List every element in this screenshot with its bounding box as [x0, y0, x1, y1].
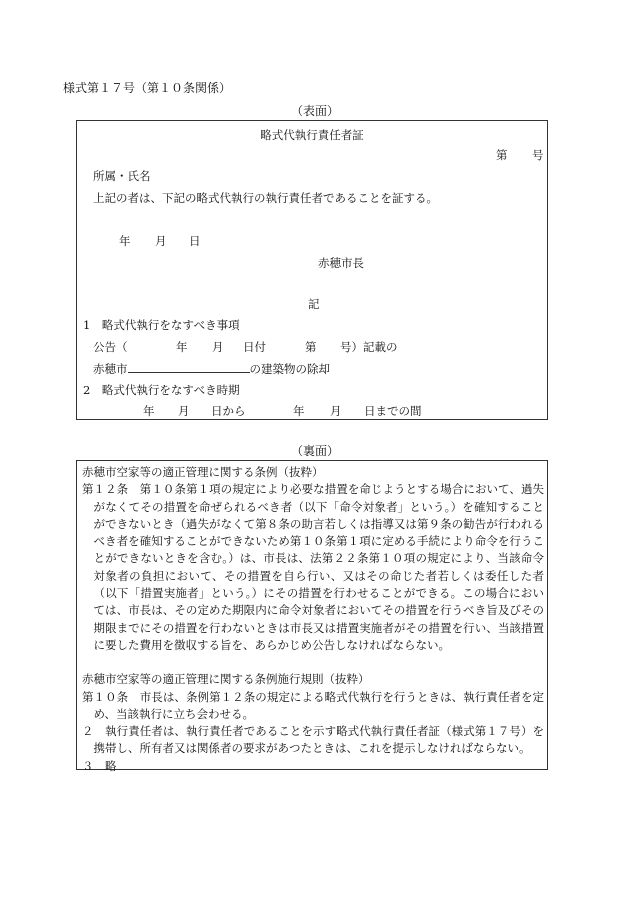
number-dai: 第 — [496, 148, 508, 162]
item1-notice-close: 号）記載の — [340, 340, 398, 354]
item1-title: 1 略式代執行をなすべき事項 — [83, 318, 240, 332]
item2-title: 2 略式代執行をなすべき時期 — [83, 383, 240, 397]
date-year: 年 — [119, 234, 131, 248]
item2-to-month: 月 — [330, 404, 342, 418]
ordinance-title: 赤穂市空家等の適正管理に関する条例（抜粋） — [82, 465, 324, 479]
front-side-label: （表面） — [290, 104, 339, 118]
item1-demolition: の建築物の除却 — [249, 362, 330, 376]
item1-notice-dai: 第 — [305, 340, 317, 354]
item1-notice-year: 年 — [176, 340, 188, 354]
item1-location-line — [93, 363, 330, 376]
front-certificate-box — [76, 120, 548, 420]
item1-city: 赤穂市 — [93, 362, 128, 376]
affiliation-name-label: 所属・氏名 — [93, 169, 151, 183]
rule-title: 赤穂市空家等の適正管理に関する条例施行規則（抜粋） — [82, 672, 370, 687]
rule-article-10: 第１０条 市長は、条例第１２条の規定による略式代執行を行うときは、執行責任者を定め、当該執行に立ち会わせる。 — [82, 689, 544, 721]
certificate-title: 略式代執行責任者証 — [260, 128, 364, 142]
item1-notice-date: 日付 — [243, 340, 266, 354]
rule-item-2: ２ 執行責任者は、執行責任者であることを示す略式代執行責任者証（様式第１７号）を携帯し、所有者又は関係者の要求があつたときは、これを提示しなければならない。 — [82, 724, 544, 756]
back-side-label: （裏面） — [290, 444, 339, 458]
item1-notice-month: 月 — [212, 340, 224, 354]
certify-statement: 上記の者は、下記の略式代執行の執行責任者であることを証する。 — [93, 191, 438, 205]
date-day: 日 — [189, 234, 201, 248]
ordinance-article-12: 第１２条 第１０条第１項の規定により必要な措置を命じようとする場合において、過失がなくてその措置を命ぜられるべき者（以下「命令対象者」という。）を確知することができないとき（過失がなくて第８条の助言若しくは指導又は第９条の勧告が行われるべき者を確知することができないため第１０条第１項に定める手続により命令を行うことができないときを含む。）は、市長は、法第２２条第１０項の規定により、当該命令対象者の負担において、その措置を自ら行い、又はその命じた者若しくは委任した者（以下「措置実施者」という。）にその措置を行わせることができる。この場合においては、市長は、その定めた期限内に命令対象者においてその措置を行うべき旨及びその期限までにその措置を行わないときは市長又は措置実施者がその措置を行い、当該措置に要した費用を徴収する旨を、あらかじめ公告しなければならない。 — [82, 482, 544, 652]
address-blank-line — [128, 363, 250, 373]
ki-label: 記 — [308, 297, 320, 311]
back-excerpt-box — [76, 460, 548, 773]
number-go: 号 — [532, 148, 544, 162]
rule-item-3: ３ 略 — [82, 758, 117, 773]
item2-to-year: 年 — [293, 404, 305, 418]
form-number: 様式第１７号（第１０条関係） — [63, 81, 232, 95]
issuer: 赤穂市長 — [318, 256, 364, 270]
item2-from-year: 年 — [143, 404, 155, 418]
date-month: 月 — [155, 234, 167, 248]
item2-from-day: 日から — [211, 404, 246, 418]
item1-notice-open: 公告（ — [93, 340, 128, 354]
item2-from-month: 月 — [178, 404, 190, 418]
item2-to-day: 日までの間 — [364, 404, 422, 418]
